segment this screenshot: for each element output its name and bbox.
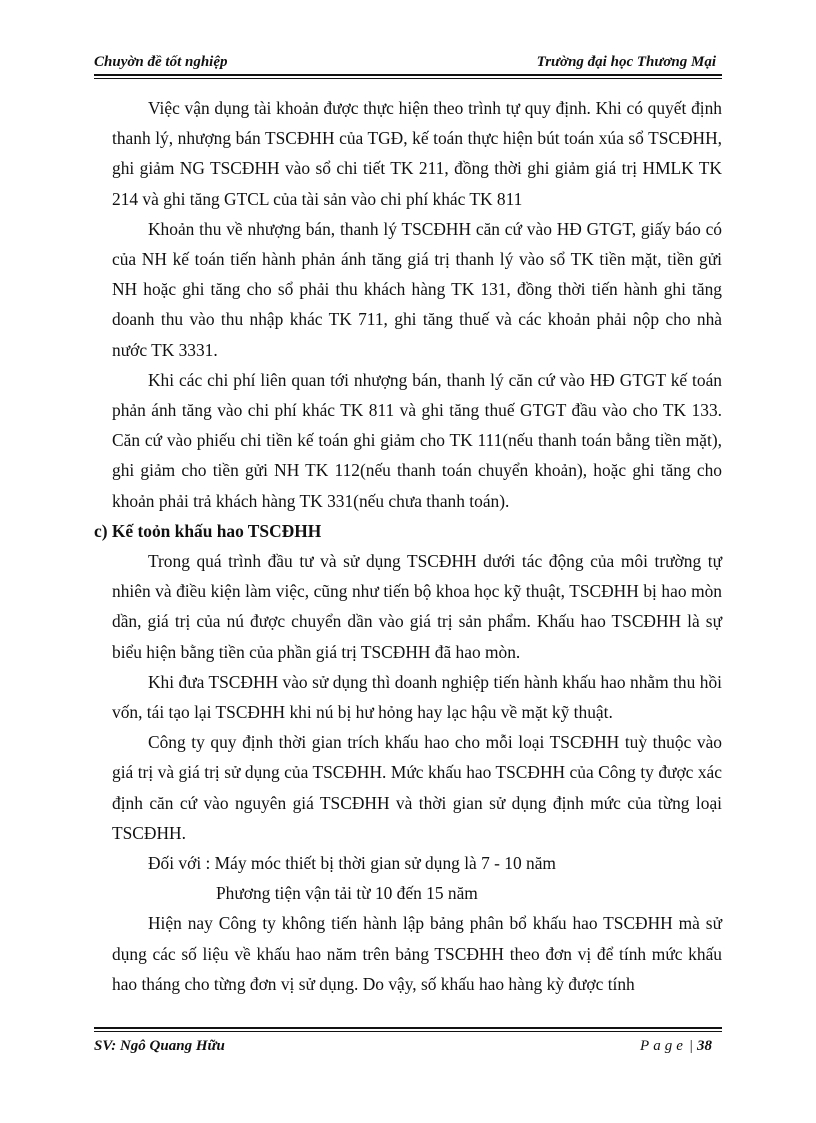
page-label: Page xyxy=(640,1038,687,1054)
paragraph-1: Việc vận dụng tài khoản được thực hiện theo trình tự quy định. Khi có quyết định thanh lý, nhượng bán TSCĐHH của TGĐ, kế toán thực hiện bút toán xúa sổ TSCĐHH, ghi giảm NG TSCĐHH vào sổ chi tiết TK 211, đồng thời ghi giảm giá trị HMLK TK 214 và ghi tăng GTCL của tài sản vào chi phí khác TK 811 xyxy=(112,98,722,209)
list-line-2: Phương tiện vận tải từ 10 đến 15 năm xyxy=(216,883,478,904)
header-left-text: Chuyờn đề tốt nghiệp xyxy=(94,54,228,70)
page-number-block xyxy=(640,1036,712,1056)
header-rule xyxy=(94,74,722,76)
paragraph-4: Trong quá trình đầu tư và sử dụng TSCĐHH dưới tác động của môi trường tự nhiên và điều kiện làm việc, cũng như tiến bộ khoa học kỹ thuật, TSCĐHH bị hao mòn dần, giá trị của nú được chuyển dần vào giá trị sản phẩm. Khấu hao TSCĐHH là sự biểu hiện bằng tiền của phần giá trị TSCĐHH đã hao mòn. xyxy=(112,551,722,662)
header-right-text: Trường đại học Thương Mại xyxy=(536,54,716,70)
list-line-1: Đối với : Máy móc thiết bị thời gian sử dụng là 7 - 10 năm xyxy=(148,853,556,874)
page-header xyxy=(94,52,722,74)
paragraph-7: Hiện nay Công ty không tiến hành lập bảng phân bổ khấu hao TSCĐHH mà sử dụng các số liệu về khấu hao năm trên bảng TSCĐHH theo đơn vị để tính mức khấu hao tháng cho từng đơn vị sử dụng. Do vậy, số khấu hao hàng kỳ được tính xyxy=(112,913,722,994)
footer-author: SV: Ngô Quang Hữu xyxy=(94,1038,225,1054)
page-number: 38 xyxy=(697,1038,712,1054)
paragraph-6: Công ty quy định thời gian trích khấu hao cho mỗi loại TSCĐHH tuỳ thuộc vào giá trị và giá trị sử dụng của TSCĐHH. Mức khấu hao TSCĐHH của Công ty được xác định căn cứ vào nguyên giá TSCĐHH và thời gian sử dụng định mức của từng loại TSCĐHH. xyxy=(112,732,722,843)
footer-rule xyxy=(94,1027,722,1029)
page-separator: | xyxy=(688,1038,693,1054)
section-heading: c) Kế toỏn khấu hao TSCĐHH xyxy=(94,520,322,541)
paragraph-3: Khi các chi phí liên quan tới nhượng bán, thanh lý căn cứ vào HĐ GTGT kế toán phản ánh tăng vào chi phí khác TK 811 và ghi tăng thuế GTGT đầu vào cho TK 133. Căn cứ vào phiếu chi tiền kế toán ghi giảm cho TK 111(nếu thanh toán bằng tiền mặt), ghi giảm cho tiền gửi NH TK 112(nếu thanh toán chuyển khoản), hoặc ghi tăng cho khoản phải trả khách hàng TK 331(nếu chưa thanh toán). xyxy=(112,369,722,511)
paragraph-5: Khi đưa TSCĐHH vào sử dụng thì doanh nghiệp tiến hành khấu hao nhằm thu hồi vốn, tái tạo lại TSCĐHH khi nú bị hư hỏng hay lạc hậu về mặt kỹ thuật. xyxy=(112,671,722,723)
page-footer xyxy=(94,1036,722,1058)
paragraph-2: Khoản thu về nhượng bán, thanh lý TSCĐHH căn cứ vào HĐ GTGT, giấy báo có của NH kế toán tiến hành phản ánh tăng giá trị thanh lý vào sổ TK tiền mặt, tiền gửi NH hoặc ghi tăng cho sổ phải thu khách hàng TK 131, đồng thời tiến hành ghi tăng doanh thu vào thu nhập khác TK 711, ghi tăng thuế và các khoản phải nộp cho nhà nước TK 3331. xyxy=(112,218,722,360)
header-rule-thin xyxy=(94,78,722,79)
footer-rule-thin xyxy=(94,1031,722,1032)
document-body xyxy=(94,93,722,999)
